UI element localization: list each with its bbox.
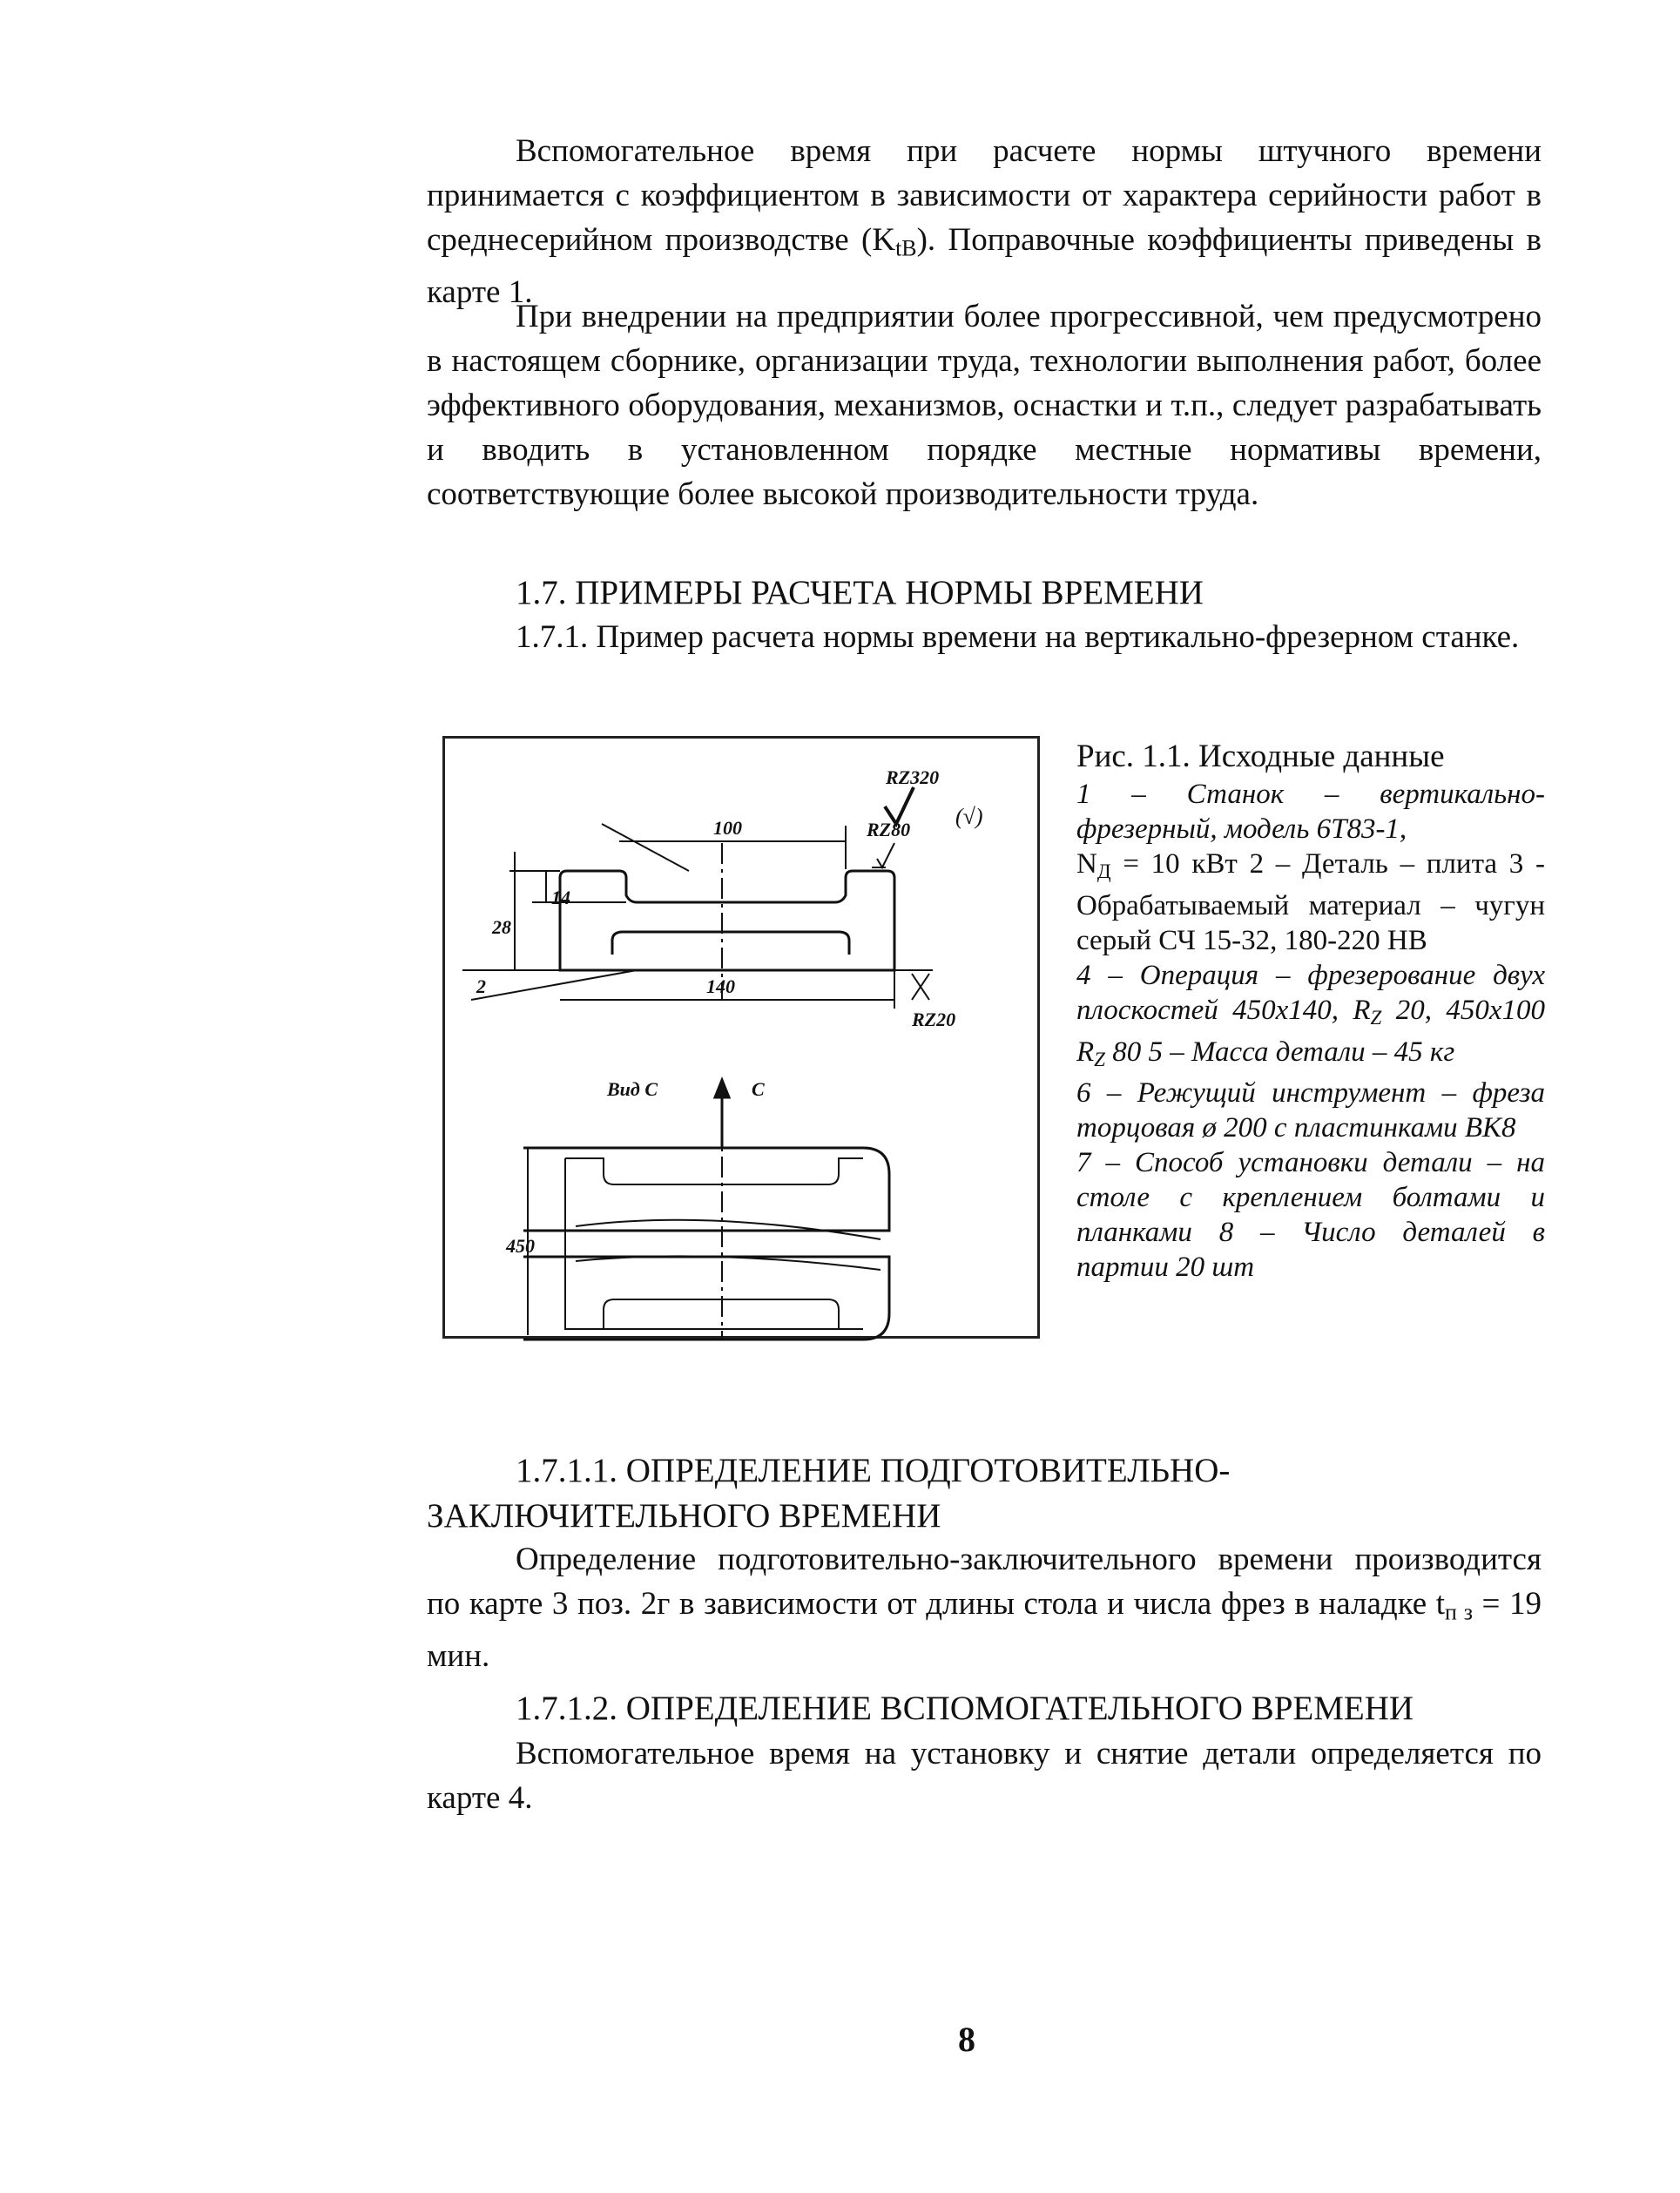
label-rz320: RZ320 <box>886 766 940 788</box>
section-heading-1-7: 1.7. ПРИМЕРЫ РАСЧЕТА НОРМЫ ВРЕМЕНИ <box>516 574 1204 611</box>
section-heading-1-7-1-1: 1.7.1.1. ОПРЕДЕЛЕНИЕ ПОДГОТОВИТЕЛЬНО-ЗАКЛЮЧИТЕЛЬНОГО ВРЕМЕНИ <box>427 1452 1231 1535</box>
caption-item-7: 7 – Способ установки детали – на столе с креплением болтами и планками 8 – Число деталей в партии 20 шт <box>1076 1147 1545 1284</box>
figure-drawing <box>442 736 1040 1339</box>
subsection-1-7-1: 1.7.1. Пример расчета нормы времени на вертикально-фрезерном станке. <box>516 619 1520 655</box>
caption-item-2: $N_Д = 10$ кВт 2 – Деталь – плита 3 - Обрабатываемый материал – чугун серый СЧ 15-32, 180-220 НВ <box>1076 848 1545 956</box>
plan-view-bottom <box>523 1257 889 1339</box>
caption-item-6: 6 – Режущий инструмент – фреза торцовая ø 200 с пластинками ВК8 <box>1076 1077 1545 1144</box>
figure-caption <box>1076 737 1545 1285</box>
plan-view-top <box>523 1148 889 1231</box>
front-view-outline <box>560 871 894 970</box>
label-pos-2: 2 <box>476 975 486 997</box>
label-dim-450: 450 <box>506 1235 535 1257</box>
label-c: С <box>752 1078 765 1100</box>
paragraph-text-end: ). Поправочные коэффициенты приведены в карте 1. <box>427 222 1542 311</box>
label-rz20: RZ20 <box>912 1009 956 1030</box>
label-dim-100: 100 <box>713 817 742 839</box>
paragraph-auxiliary-install: Вспомогательное время на установку и снятие детали определяется по карте 4. <box>427 1736 1542 1816</box>
technical-drawing <box>445 739 1042 1341</box>
caption-item-1: 1 – Станок – вертикально-фрезерный, модель 6Т83-1, <box>1076 779 1545 845</box>
section-heading-1-7-1-2: 1.7.1.2. ОПРЕДЕЛЕНИЕ ВСПОМОГАТЕЛЬНОГО ВРЕМЕНИ <box>516 1690 1414 1727</box>
caption-item-4: 4 – Операция – фрезерование двух плоскостей 450x140, $R_Z$ 20, 450x100 $R_Z$ 80 5 – Масса детали – 45 кг <box>1076 959 1545 1070</box>
label-dim-28: 28 <box>492 916 511 938</box>
front-view-slot <box>612 932 849 955</box>
label-dim-14: 14 <box>551 887 570 908</box>
label-vid-c: Вид С <box>607 1078 658 1100</box>
subscript: tB <box>895 235 917 261</box>
paragraph-auxiliary-time <box>427 129 1542 314</box>
caption-title: Рис. 1.1. Исходные данные <box>1076 739 1445 774</box>
paragraph-preparatory-time: Определение подготовительно-заключительного времени производится по карте 3 поз. 2г в зависимости от длины стола и числа фрез в наладке $t_{п з} = 19$ мин. <box>427 1542 1542 1675</box>
paragraph-text: Вспомогательное время при расчете нормы штучного времени принимается с коэффициентом в зависимости от характера серийности работ в среднесерийном производстве (K <box>427 133 1542 258</box>
label-check-paren: (√) <box>955 804 983 829</box>
label-rz80: RZ80 <box>867 819 911 840</box>
page-number: 8 <box>958 2020 975 2059</box>
label-dim-140: 140 <box>706 975 735 997</box>
paragraph-progressive-methods: При внедрении на предприятии более прогрессивной, чем предусмотрено в настоящем сборнике, организации труда, технологии выполнения работ, более эффективного оборудования, механизмов, оснастки и т.п., следует разрабатывать и вводить в установленном порядке местные нормативы времени, соответствующие более высокой производительности труда. <box>427 299 1542 512</box>
